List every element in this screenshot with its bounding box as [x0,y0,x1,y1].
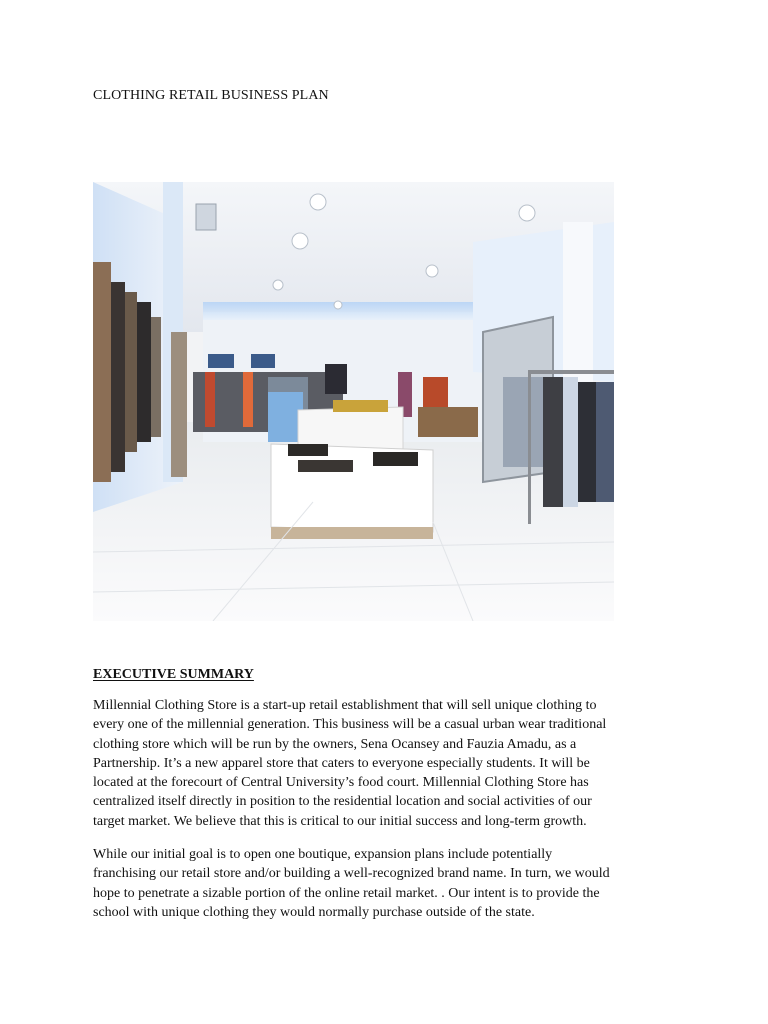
document-title: CLOTHING RETAIL BUSINESS PLAN [93,88,329,103]
executive-summary-paragraph-1: Millennial Clothing Store is a start-up retail establishment that will sell unique clothing to every one of the millennial generation. This business will be a casual urban wear traditional clothing store which will be run by the owners, Sena Ocansey and Fauzia Amadu, as a Partnership. It’s a new apparel store that caters to everyone especially students. It will be located at the forecourt of Central University’s food court. Millennial Clothing Store has centralized itself directly in position to the residential location and social activities of our target market. We believe that this is critical to our initial success and long-term growth. [93,698,607,829]
clothing-store-interior-photo [93,182,614,621]
executive-summary-paragraph-2: While our initial goal is to open one boutique, expansion plans include potentially franchising our retail store and/or building a well-recognized brand name. In turn, we would hope to penetrate a sizable portion of the online retail market. . Our intent is to provide the school with unique clothing they would normally purchase outside of the state. [93,847,610,920]
section-heading-executive-summary: EXECUTIVE SUMMARY [93,667,254,682]
